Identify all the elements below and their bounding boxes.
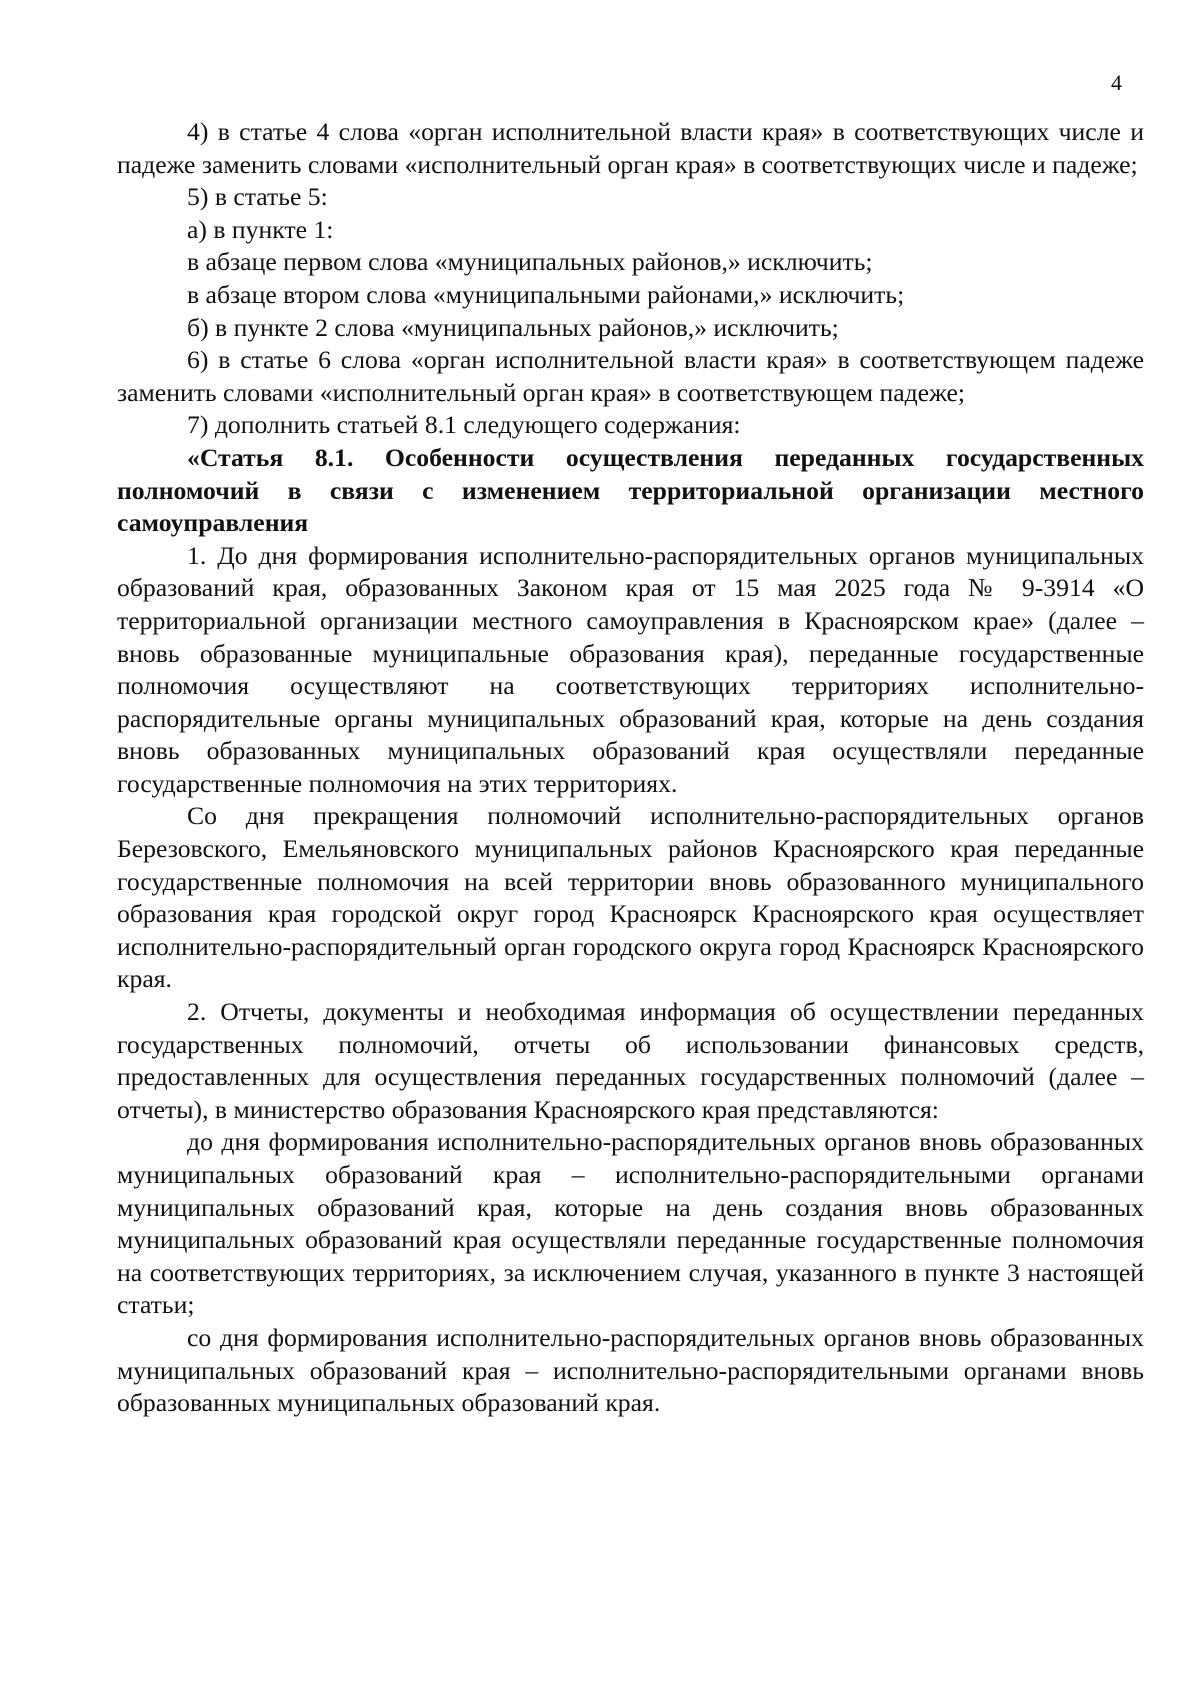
page-number: 4: [1111, 70, 1122, 95]
paragraph-item-5: 5) в статье 5:: [187, 182, 328, 212]
article-clause-2-part-b: со дня формирования исполнительно-распорядительных органов вновь образованных муниципальных образований края – исполнительно-распорядительными органами вновь образованных муниципальных образований края.: [117, 1322, 1144, 1418]
paragraph-subitem-a: а) в пункте 1:: [187, 214, 334, 244]
paragraph-second-abzac: в абзаце втором слова «муниципальными районами,» исключить;: [187, 279, 905, 309]
article-clause-2-part-a: до дня формирования исполнительно-распорядительных органов вновь образованных муниципальных образований края – исполнительно-распорядительными органами муниципальных образований края, которые на день создания вновь образованных муниципальных образований края осуществляли переданные государственные полномочия на соответствующих территориях, за исключением случая, указанного в пункте 3 настоящей статьи;: [117, 1127, 1144, 1320]
paragraph-item-7: 7) дополнить статьей 8.1 следующего содержания:: [187, 410, 741, 440]
article-clause-1: 1. До дня формирования исполнительно-распорядительных органов муниципальных образований края, образованных Законом края от 15 мая 2025 года № 9-3914 «О территориальной организации местного самоуправления в Красноярском крае» (далее – вновь образованные муниципальные образования края), переданные государственные полномочия осуществляют на соответствующих территориях исполнительно-распорядительные органы муниципальных образований края, которые на день создания вновь образованных муниципальных образований края осуществляли переданные государственные полномочия на этих территориях.: [117, 540, 1144, 798]
paragraph-subitem-b: б) в пункте 2 слова «муниципальных районов,» исключить;: [187, 312, 839, 342]
document-body: [117, 116, 1144, 1420]
paragraph-first-abzac: в абзаце первом слова «муниципальных районов,» исключить;: [187, 247, 873, 277]
article-clause-2: 2. Отчеты, документы и необходимая информация об осуществлении переданных государственных полномочий, отчеты об использовании финансовых средств, предоставленных для осуществления переданных государственных полномочий (далее – отчеты), в министерство образования Красноярского края представляются:: [117, 997, 1144, 1124]
paragraph-item-6: 6) в статье 6 слова «орган исполнительной власти края» в соответствующем падеже заменить словами «исполнительный орган края» в соответствующем падеже;: [117, 345, 1144, 407]
paragraph-item-4: 4) в статье 4 слова «орган исполнительной власти края» в соответствующих числе и падеже заменить словами «исполнительный орган края» в соответствующих числе и падеже;: [117, 117, 1144, 179]
article-clause-1-part-2: Со дня прекращения полномочий исполнительно-распорядительных органов Березовского, Емельяновского муниципальных районов Красноярского края переданные государственные полномочия на всей территории вновь образованного муниципального образования края городской округ город Красноярск Красноярского края осуществляет исполнительно-распорядительный орган городского округа город Красноярск Красноярского края.: [117, 801, 1144, 994]
article-heading: «Статья 8.1. Особенности осуществления переданных государственных полномочий в связи с изменением территориальной организации местного самоуправления: [117, 442, 1144, 538]
